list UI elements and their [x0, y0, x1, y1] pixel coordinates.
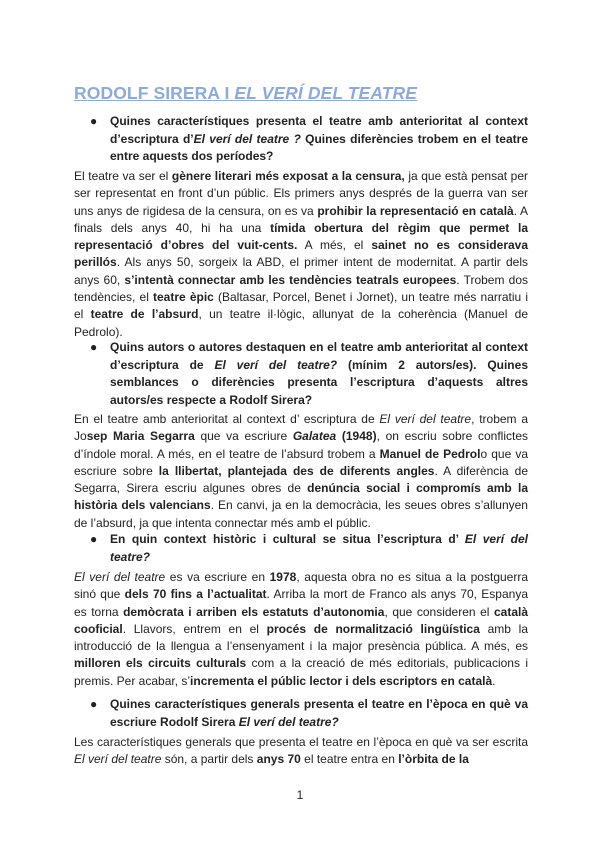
- question-3: [90, 531, 528, 566]
- q3-title-ref: El verí del teatre?: [110, 532, 528, 564]
- p3-bold: incrementa el públic lector i dels escriptors en català: [190, 673, 493, 688]
- p3-bold: català cooficial: [74, 604, 528, 636]
- p1-text: (Baltasar, Porcel, Benet i Jornet), un teatre més narratiu i el: [74, 290, 529, 322]
- p2-text: . En canvi, ja en la democràcia, les seues obres s’allunyen de l’absurd, ja que intenta connectar més amb el públic.: [74, 498, 528, 530]
- q4-title-ref: El verí del teatre?: [238, 714, 339, 729]
- q3-text: En quin context històric i cultural se situa l’escriptura d’: [110, 532, 465, 546]
- p4-bold: anys 70: [256, 752, 301, 767]
- p2-text: , on escriu sobre conflictes d’índole moral. A més, en el teatre de l’absurd trobem a: [74, 429, 529, 461]
- p2-bold-italic: Galatea: [292, 429, 337, 444]
- p1-text: ja que està pensat per ser representat en front d’un públic. Els primers anys després de la guerra van ser uns anys de rigidesa de la censura, on es va: [74, 169, 529, 218]
- q1-title-ref: El verí del teatre ?: [193, 131, 301, 146]
- p3-bold: demòcrata i arriben els estatuts d’autonomia: [123, 604, 385, 619]
- p1-bold: sainet no es considerava perillós: [74, 238, 529, 270]
- answer-paragraph-2: [74, 411, 528, 532]
- p2-text: o que va escriure sobre: [74, 446, 529, 478]
- p1-bold: tímida obertura del règim que permet la representació d’obres del vuit-cents.: [74, 220, 529, 253]
- p3-text: .: [492, 673, 496, 688]
- p3-bold: 1978: [269, 570, 297, 584]
- q1-text: Quines característiques presenta el teatre amb anterioritat al context d’escriptura d’: [110, 114, 528, 146]
- q1-text-end: Quines diferències trobem en el teatre entre aquests dos períodes?: [110, 131, 528, 163]
- p4-text: el teatre entra en: [300, 752, 399, 767]
- p3-text: , que consideren el: [384, 604, 494, 619]
- p4-bold: l’òrbita de la: [398, 752, 469, 767]
- p2-text: , trobem a Jo: [74, 412, 528, 444]
- p3-bold: procés de normalització lingüística: [266, 621, 480, 636]
- p3-italic: El verí del teatre: [74, 570, 166, 584]
- answer-paragraph-3: [74, 569, 528, 690]
- question-4: [90, 696, 528, 731]
- p3-text: amb la introducció de la llengua a l’ensenyament i la major presència pública. A més, es: [74, 621, 528, 654]
- p2-bold: la llibertat, plantejada des de diferents angles: [158, 463, 435, 478]
- p1-bold: teatre de l’absurd: [90, 307, 199, 322]
- p3-text: es va escriure en: [165, 570, 270, 584]
- q2-text: Quins autors o autores destaquen en el teatre amb anterioritat al context d’escriptura de: [110, 340, 528, 372]
- answer-paragraph-1: [74, 168, 528, 341]
- p2-bold: Manuel de Pedrol: [379, 446, 481, 461]
- p3-bold: dels 70 fins a l’actualitat: [124, 587, 267, 602]
- q2-title-ref: El verí del teatre?: [214, 357, 338, 372]
- title-main: RODOLF SIRERA I: [74, 83, 235, 103]
- p2-italic: El verí del teatre: [379, 412, 472, 426]
- p3-text: . Llavors, entrem en el: [122, 621, 267, 636]
- question-1: [90, 113, 528, 166]
- p2-text: En el teatre amb anterioritat al context d’ escriptura de: [74, 412, 380, 426]
- page-number: 1: [296, 788, 304, 802]
- question-2: [90, 339, 528, 409]
- p2-text: que va escriure: [194, 429, 293, 444]
- p3-text: . Arriba la mort de Franco als anys 70, Espanya es torna: [74, 587, 529, 619]
- p1-text: . Als anys 50, sorgeix la ABD, el primer intent de modernitat. A partir dels anys 60,: [74, 255, 528, 287]
- bullet-icon: ●: [90, 114, 98, 128]
- p2-bold: sep Maria Segarra: [86, 429, 195, 444]
- q2-text-end: (mínim 2 autors/es). Quines semblances o diferències presenta l’escriptura d’aquests altres autors/es respecte a Rodolf Sirera?: [110, 357, 528, 407]
- p3-bold: milloren els circuits culturals: [74, 656, 247, 671]
- p3-text: com a la creació de més editorials, publicacions i premis. Per acabar, s’: [74, 656, 528, 688]
- answer-paragraph-4: [74, 734, 528, 769]
- p1-bold: prohibir la representació en català: [317, 203, 514, 218]
- q4-text: Quines característiques generals presenta el teatre en l’època en què va escriure Rodolf Sirera: [110, 697, 528, 729]
- p2-bold: denúncia social i compromís amb la història dels valencians: [74, 481, 528, 513]
- p1-text: , un teatre il·lògic, allunyat de la coherència (Manuel de Pedrolo).: [74, 307, 529, 339]
- bullet-icon: ●: [90, 532, 98, 546]
- p2-text: . A diferència de Segarra, Sirera escriu algunes obres de: [74, 463, 528, 496]
- p4-text: Les característiques generals que presenta el teatre en l’època en què va ser escrita: [74, 735, 528, 749]
- p4-text: són, a partir dels: [161, 752, 257, 767]
- bullet-icon: ●: [90, 697, 98, 711]
- p1-bold: teatre èpic: [153, 290, 214, 305]
- document-title: [74, 83, 417, 104]
- p1-bold: s’intentà connectar amb les tendències teatrals europees: [124, 272, 457, 287]
- p1-text: El teatre va ser el: [74, 169, 172, 183]
- bullet-icon: ●: [90, 340, 98, 354]
- p1-text: A més, el: [297, 238, 372, 253]
- title-italic: EL VERÍ DEL TEATRE: [234, 83, 418, 103]
- p1-text: . A finals dels anys 40, hi ha una: [74, 203, 528, 235]
- p4-italic: El verí del teatre: [74, 752, 162, 767]
- p1-text: . Trobem dos tendències, el: [74, 272, 529, 305]
- p1-bold: gènere literari més exposat a la censura,: [171, 169, 405, 183]
- p2-bold: (1948): [336, 429, 377, 444]
- p3-text: , aquesta obra no es situa a la postguerra sinó que: [74, 570, 529, 602]
